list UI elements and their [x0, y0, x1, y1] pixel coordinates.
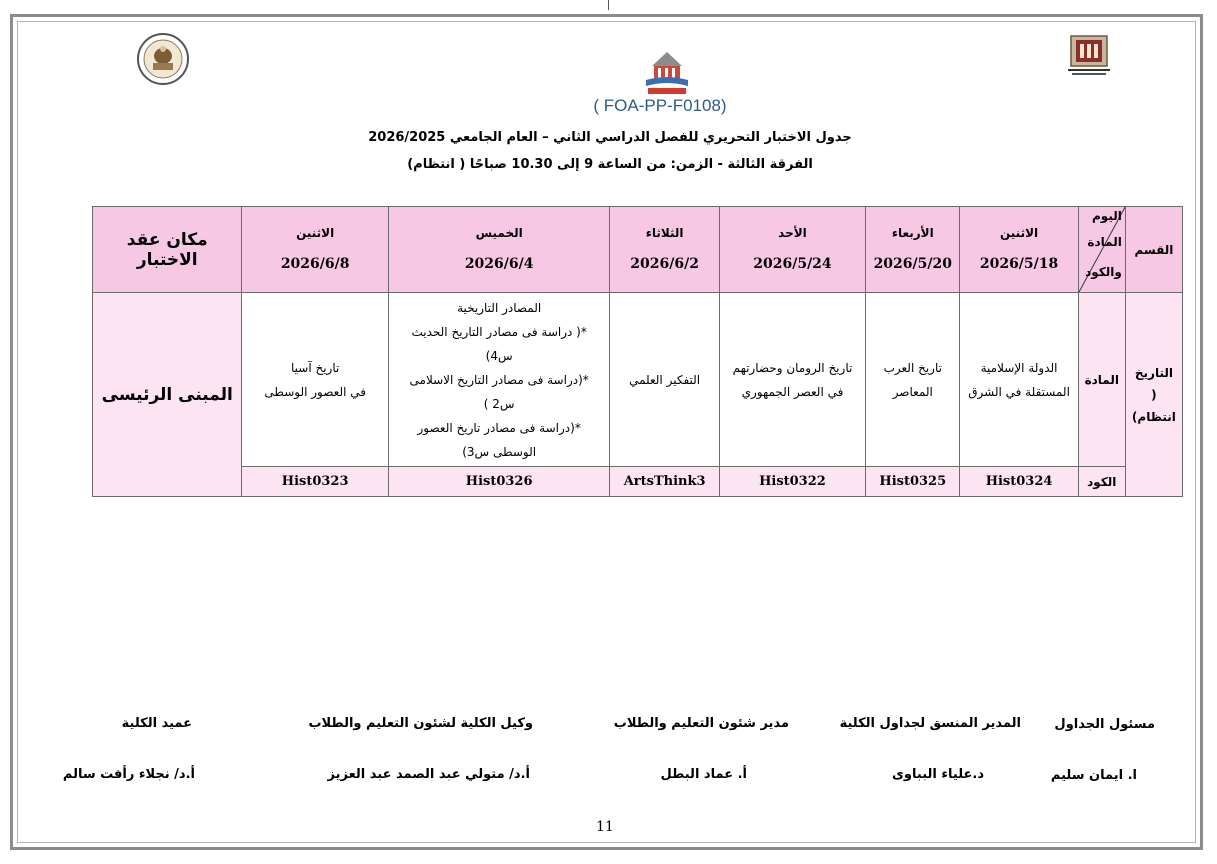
- code-cell: Hist0322: [719, 467, 865, 497]
- university-seal-logo: [136, 32, 190, 86]
- day-header: الاثنين 2026/5/18: [960, 207, 1078, 293]
- signature-name: ا. ايمان سليم: [1050, 768, 1137, 783]
- signature-role: مسئول الجداول: [1054, 717, 1155, 732]
- signature-name: أ.د/ نجلاء رأفت سالم: [62, 767, 195, 782]
- code-cell: Hist0324: [960, 467, 1078, 497]
- day-header: الأربعاء 2026/5/20: [866, 207, 960, 293]
- page-title: جدول الاختبار التحريري للفصل الدراسي الثاني – العام الجامعي 2026/2025: [368, 130, 852, 145]
- subject-cell: تاريخ العرب المعاصر: [866, 293, 960, 467]
- signature-role: مدير شئون التعليم والطلاب: [613, 716, 789, 731]
- exam-place-value: المبنى الرئيسى: [93, 293, 242, 497]
- subject-cell: الدولة الإسلامية المستقلة في الشرق: [960, 293, 1078, 467]
- code-cell: ArtsThink3: [610, 467, 719, 497]
- faculty-of-arts-logo: [642, 50, 692, 96]
- day-subject-code-header: اليوم المادة والكود: [1078, 207, 1125, 293]
- cairo-university-logo: [1066, 34, 1112, 78]
- subject-cell: تاريخ آسيا في العصور الوسطى: [242, 293, 388, 467]
- subject-cell: التفكير العلمي: [610, 293, 719, 467]
- page-top-marker: [608, 0, 609, 10]
- exam-schedule-table: [92, 206, 1183, 497]
- signature-name: أ. عماد البطل: [660, 767, 747, 782]
- page-subtitle: الفرقة الثالثة - الزمن: من الساعة 9 إلى 10.30 صباحًا ( انتظام): [407, 157, 813, 172]
- page-number: 11: [596, 819, 614, 835]
- dept-value: التاريخ ( انتظام): [1125, 293, 1182, 497]
- subject-cell: تاريخ الرومان وحضارتهم في العصر الجمهوري: [719, 293, 865, 467]
- signature-name: د.علياء البباوى: [892, 767, 984, 782]
- day-header: الأحد 2026/5/24: [719, 207, 865, 293]
- dept-header: القسم: [1125, 207, 1182, 293]
- day-header: الثلاثاء 2026/6/2: [610, 207, 719, 293]
- day-header: الخميس 2026/6/4: [388, 207, 610, 293]
- code-cell: Hist0325: [866, 467, 960, 497]
- code-cell: Hist0326: [388, 467, 610, 497]
- signature-role: عميد الكلية: [121, 716, 192, 731]
- form-code: ( FOA-PP-F0108): [593, 96, 727, 115]
- subject-cell: المصادر التاريخية *( دراسة فى مصادر التاريخ الحديث س4) *(دراسة فى مصادر التاريخ الاسلامى س2 ) *(دراسة فى مصادر تاريخ العصور الوسطى س3): [388, 293, 610, 467]
- code-cell: Hist0323: [242, 467, 388, 497]
- signature-role: وكيل الكلية لشئون التعليم والطلاب: [308, 716, 533, 731]
- signature-role: المدير المنسق لجداول الكلية: [839, 716, 1021, 731]
- signature-name: أ.د/ متولي عبد الصمد عبد العزيز: [327, 767, 530, 782]
- code-label: الكود: [1078, 467, 1125, 497]
- day-header: الاثنين 2026/6/8: [242, 207, 388, 293]
- exam-place-header: مكان عقد الاختبار: [93, 207, 242, 293]
- subject-label: المادة: [1078, 293, 1125, 467]
